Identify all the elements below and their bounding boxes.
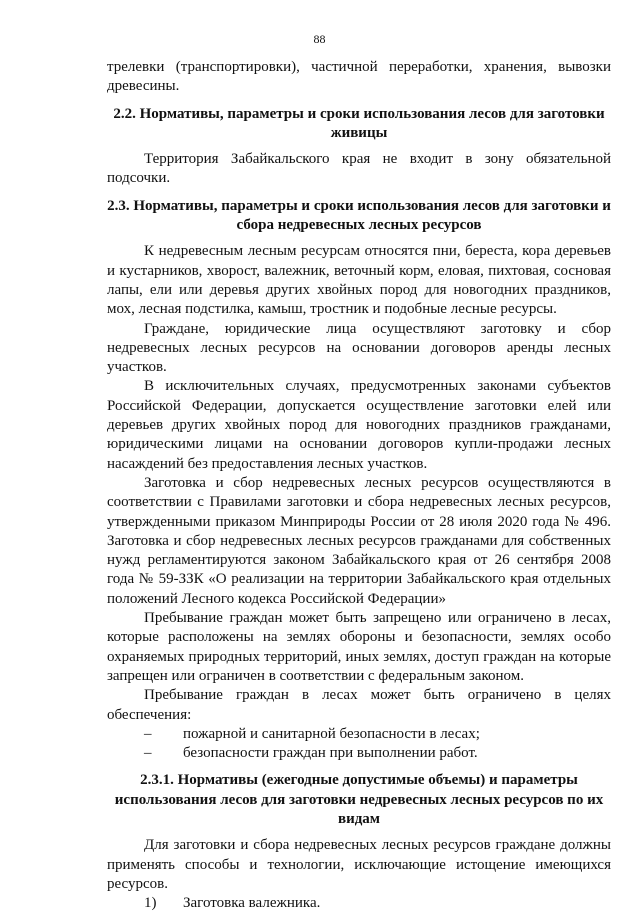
document-body [107, 58, 611, 913]
list-marker: – [144, 725, 152, 742]
paragraph: Пребывание граждан в лесах может быть ограничено в целях обеспечения: [107, 687, 611, 723]
list-item-text: пожарной и санитарной безопасности в лесах; [183, 725, 480, 742]
page-number: 88 [313, 32, 326, 46]
list-marker: 1) [144, 895, 157, 912]
section-heading: 2.2. Нормативы, параметры и сроки использования лесов для заготовки живицы [113, 105, 605, 141]
paragraph: Заготовка и сбор недревесных лесных ресурсов осуществляются в соответствии с Правилами заготовки и сбора недревесных лесных ресурсов, утвержденными приказом Минприроды России от 28 июля 2020 года № 496. Заготовка и сбор недревесных лесных ресурсов гражданами для собственных нужд регламентируются законом Забайкальского края от 26 сентября 2008 года № 59-ЗЗК «О реализации на территории Забайкальского края отдельных положений Лесного кодекса Российской Федерации» [107, 474, 611, 607]
list-item [107, 744, 611, 763]
paragraph: К недревесным лесным ресурсам относятся пни, береста, кора деревьев и кустарников, хворост, валежник, веточный корм, еловая, пихтовая, сосновая лапы, ели или деревья других хвойных пород для новогодних праздников, мох, лесная подстилка, камыш, тростник и подобные лесные ресурсы. [107, 243, 611, 318]
section-heading: 2.3.1. Нормативы (ежегодные допустимые объемы) и параметры использования лесов для заготовки недревесных лесных ресурсов по их видам [114, 772, 604, 827]
list-marker: – [144, 745, 152, 762]
paragraph: Территория Забайкальского края не входит в зону обязательной подсочки. [107, 151, 611, 187]
section-heading: 2.3. Нормативы, параметры и сроки использования лесов для заготовки и сбора недревесных лесных ресурсов [107, 197, 611, 234]
paragraph: Для заготовки и сбора недревесных лесных ресурсов граждане должны применять способы и технологии, исключающие истощение имеющихся ресурсов. [107, 837, 611, 892]
paragraph: Пребывание граждан может быть запрещено или ограничено в лесах, которые расположены на землях обороны и безопасности, землях особо охраняемых природных территорий, иных землях, доступ граждан на которые запрещен или ограничен в соответствии с федеральным законом. [107, 610, 611, 684]
paragraph: Граждане, юридические лица осуществляют заготовку и сбор недревесных лесных ресурсов на основании договоров аренды лесных участков. [107, 320, 611, 376]
list-item [107, 894, 611, 913]
list-item [107, 725, 611, 744]
paragraph: трелевки (транспортировки), частичной переработки, хранения, вывозки древесины. [107, 59, 611, 95]
list-item-text: безопасности граждан при выполнении работ. [183, 745, 478, 762]
paragraph: В исключительных случаях, предусмотренных законами субъектов Российской Федерации, допускается осуществление заготовки елей или деревьев других хвойных пород для новогодних праздников гражданами, юридическими лицами на основании договоров купли-продажи лесных насаждений без предоставления лесных участков. [107, 378, 611, 472]
list-item-text: Заготовка валежника. [183, 895, 321, 912]
